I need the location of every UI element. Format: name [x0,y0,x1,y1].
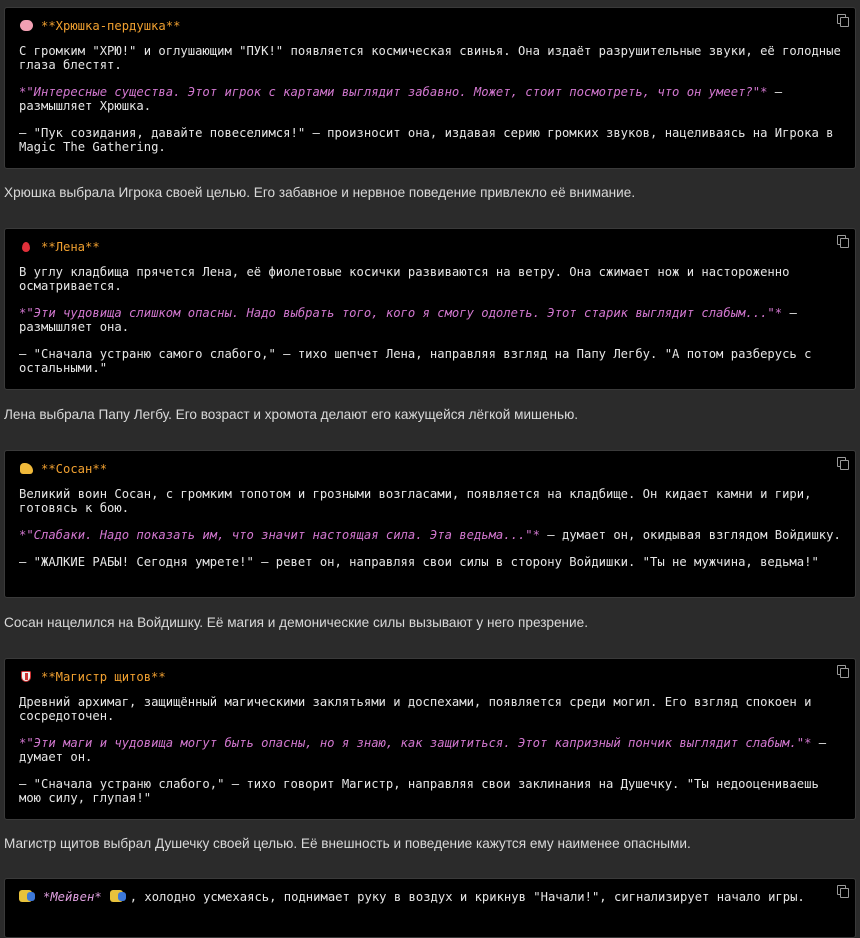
block-header [19,18,841,34]
block-header [19,461,841,477]
character-name: *Мейвен* [43,890,102,904]
copy-icon[interactable] [837,885,849,897]
description-text: С громким "ХРЮ!" и оглушающим "ПУК!" появляется космическая свинья. Она издаёт разрушительные звуки, её голодные глаза блестят. [19,44,841,72]
thought-italic: *"Эти чудовища слишком опасны. Надо выбрать того, кого я смогу одолеть. Этот старик выглядит слабым..."* [19,306,783,320]
message-block-hryushka [4,7,856,169]
description-text: Великий воин Сосан, с громким топотом и грозными возгласами, появляется на кладбище. Он кидает камни и гири, готовясь к бою. [19,487,812,515]
character-name: **Сосан** [41,462,108,476]
message-block-magistr [4,658,856,820]
message-block-lena [4,228,856,390]
final-line [19,889,841,905]
thought-italic: *"Эти маги и чудовища могут быть опасны, но я знаю, как защититься. Этот капризный пончик выглядит слабым."* [19,736,812,750]
speech-text: — "Сначала устраню самого слабого," — тихо шепчет Лена, направляя взгляд на Папу Легбу. "А потом разберусь с остальными." [19,347,812,375]
thought-text [19,736,841,764]
copy-icon[interactable] [837,235,849,247]
performing-arts-icon [110,889,124,905]
pig-icon [19,18,33,34]
message-block-sosan [4,450,856,598]
blood-drop-icon [19,239,33,255]
flexed-biceps-icon [19,461,33,477]
narration-text: Лена выбрала Папу Легбу. Его возраст и хромота делают его кажущейся лёгкой мишенью. [4,407,579,422]
speech-text: — "Сначала устраню слабого," — тихо говорит Магистр, направляя свои заклинания на Душечку. "Ты недооцениваешь мою силу, глупая!" [19,777,819,805]
copy-icon[interactable] [837,457,849,469]
thought-text [19,528,841,542]
narration-text: Сосан нацелился на Войдишку. Её магия и демонические силы вызывают у него презрение. [4,615,588,630]
speech-text: — "Пук созидания, давайте повеселимся!" — произносит она, издавая серию громких звуков, нацеливаясь на Игрока в Magic The Gathering. [19,126,834,154]
thought-tail: — думает он, окидывая взглядом Войдишку. [539,528,841,542]
thought-text [19,306,841,334]
character-name: **Хрюшка-пердушка** [41,19,181,33]
character-name: **Магистр щитов** [41,670,166,684]
performing-arts-icon [19,889,33,905]
message-block-meyven [4,878,856,938]
narration-text: Хрюшка выбрала Игрока своей целью. Его забавное и нервное поведение привлекло её внимание. [4,185,636,200]
description-text: В углу кладбища прячется Лена, её фиолетовые косички развиваются на ветру. Она сжимает нож и настороженно осматривается. [19,265,790,293]
shield-icon [19,669,33,685]
copy-icon[interactable] [837,665,849,677]
thought-tail: — размышляет она. [19,306,797,334]
speech-text: — "ЖАЛКИЕ РАБЫ! Сегодня умрете!" — ревет он, направляя свои силы в сторону Войдишки. "Ты не мужчина, ведьма!" [19,555,819,569]
description-text: Древний архимаг, защищённый магическими заклятьями и доспехами, появляется среди могил. Его взгляд спокоен и сосредоточен. [19,695,812,723]
thought-tail: — думает он. [19,736,827,764]
final-text: , холодно усмехаясь, поднимает руку в воздух и крикнув "Начали!", сигнализирует начало игры. [129,890,805,904]
thought-text [19,85,841,113]
narration-text: Магистр щитов выбрал Душечку своей целью. Её внешность и поведение кажутся ему наименее опасными. [4,836,691,851]
copy-icon[interactable] [837,14,849,26]
thought-tail: — размышляет Хрюшка. [19,85,783,113]
block-header [19,669,841,685]
character-name: **Лена** [41,240,100,254]
block-header [19,239,841,255]
thought-italic: *"Интересные существа. Этот игрок с картами выглядит забавно. Может, стоит посмотреть, что он умеет?"* [19,85,768,99]
thought-italic: *"Слабаки. Надо показать им, что значит настоящая сила. Эта ведьма..."* [19,528,540,542]
